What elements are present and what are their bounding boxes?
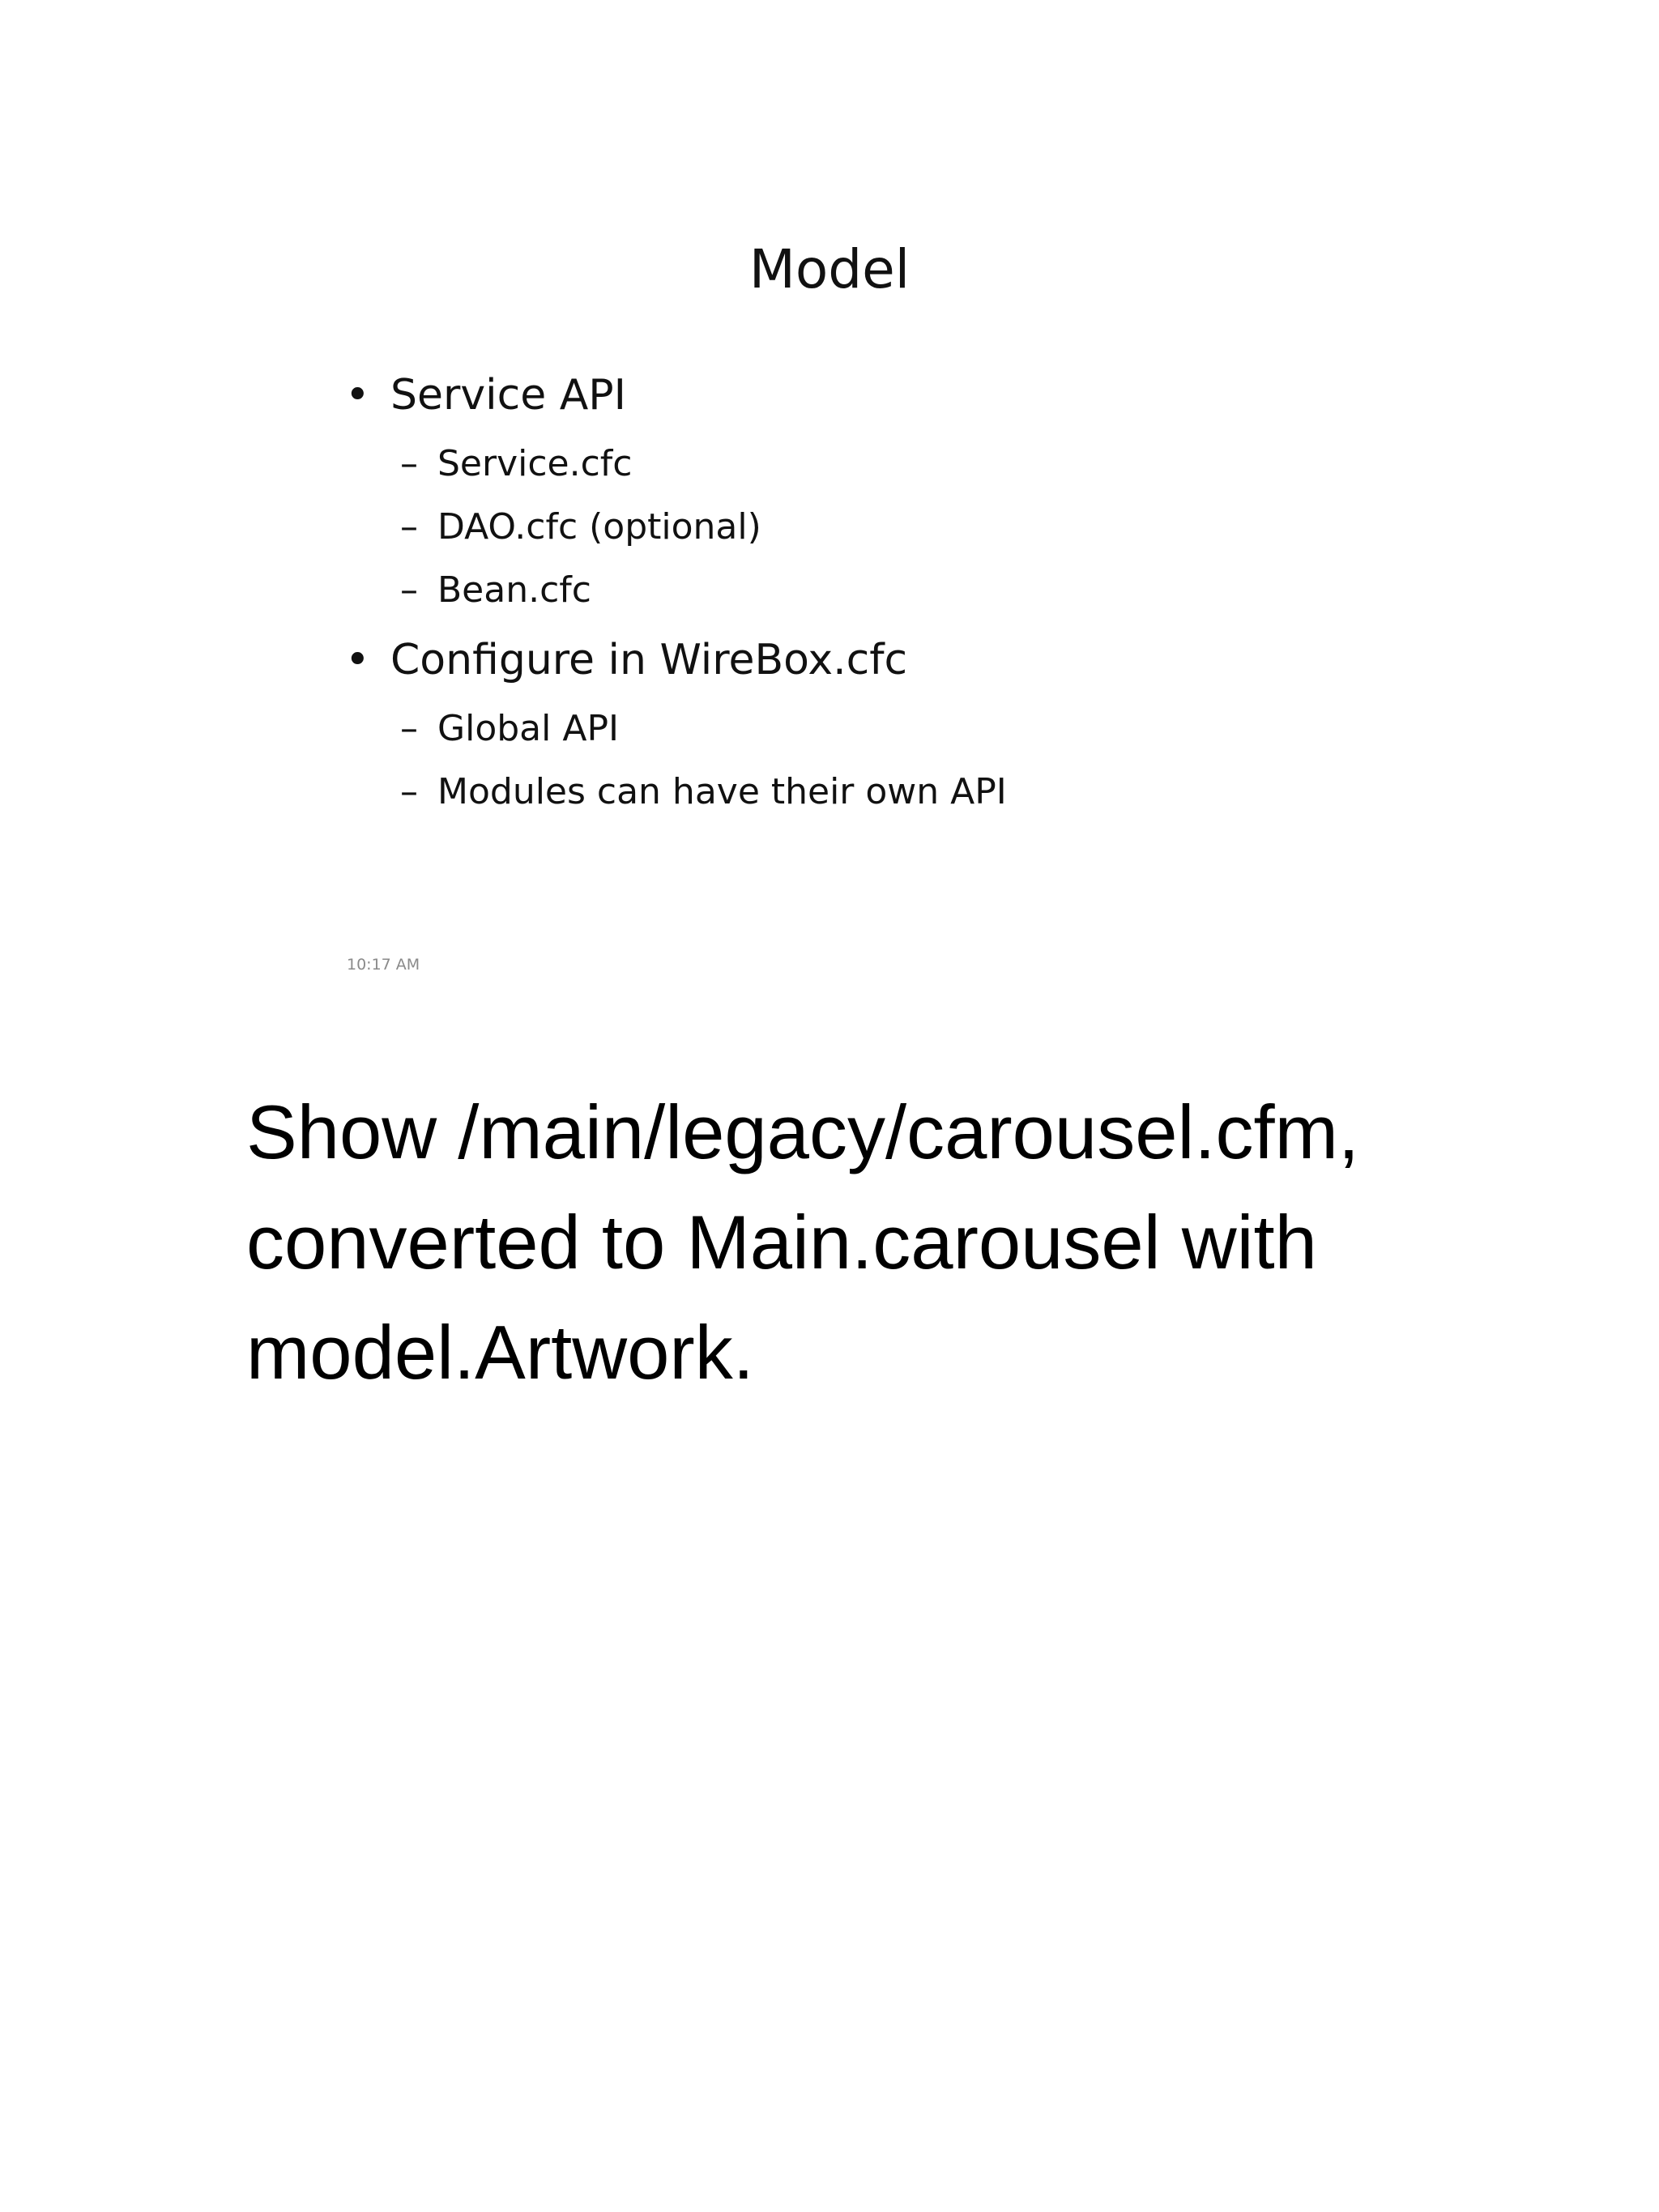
dash-marker: – (400, 708, 418, 749)
sub-bullet-text: DAO.cfc (optional) (437, 506, 761, 548)
sub-bullet-text: Modules can have their own API (437, 771, 1007, 812)
slide (0, 0, 1659, 1021)
sub-bullet-text: Global API (437, 708, 619, 749)
sub-bullet-bean-cfc (400, 568, 591, 613)
bullet-text: Service API (390, 371, 626, 420)
sub-bullet-modules-api (400, 769, 1007, 815)
notes-line: Show /main/legacy/carousel.cfm, (246, 1089, 1360, 1174)
bullet-text: Configure in WireBox.cfc (390, 636, 908, 684)
speaker-notes (246, 1077, 1542, 1408)
dash-marker: – (400, 443, 418, 484)
notes-line: converted to Main.carousel with (246, 1200, 1317, 1285)
dash-marker: – (400, 771, 418, 812)
bullet-marker: • (345, 636, 370, 684)
sub-bullet-text: Service.cfc (437, 443, 633, 484)
sub-bullet-global-api (400, 706, 619, 752)
bullet-configure-wirebox (345, 634, 907, 686)
dash-marker: – (400, 506, 418, 548)
slide-timestamp: 10:17 AM (347, 956, 420, 974)
notes-line: model.Artwork. (246, 1310, 754, 1395)
sub-bullet-text: Bean.cfc (437, 569, 591, 611)
slide-title: Model (748, 238, 911, 300)
bullet-service-api (345, 369, 626, 421)
bullet-marker: • (345, 371, 370, 420)
dash-marker: – (400, 569, 418, 611)
sub-bullet-service-cfc (400, 441, 632, 487)
sub-bullet-dao-cfc (400, 505, 761, 550)
